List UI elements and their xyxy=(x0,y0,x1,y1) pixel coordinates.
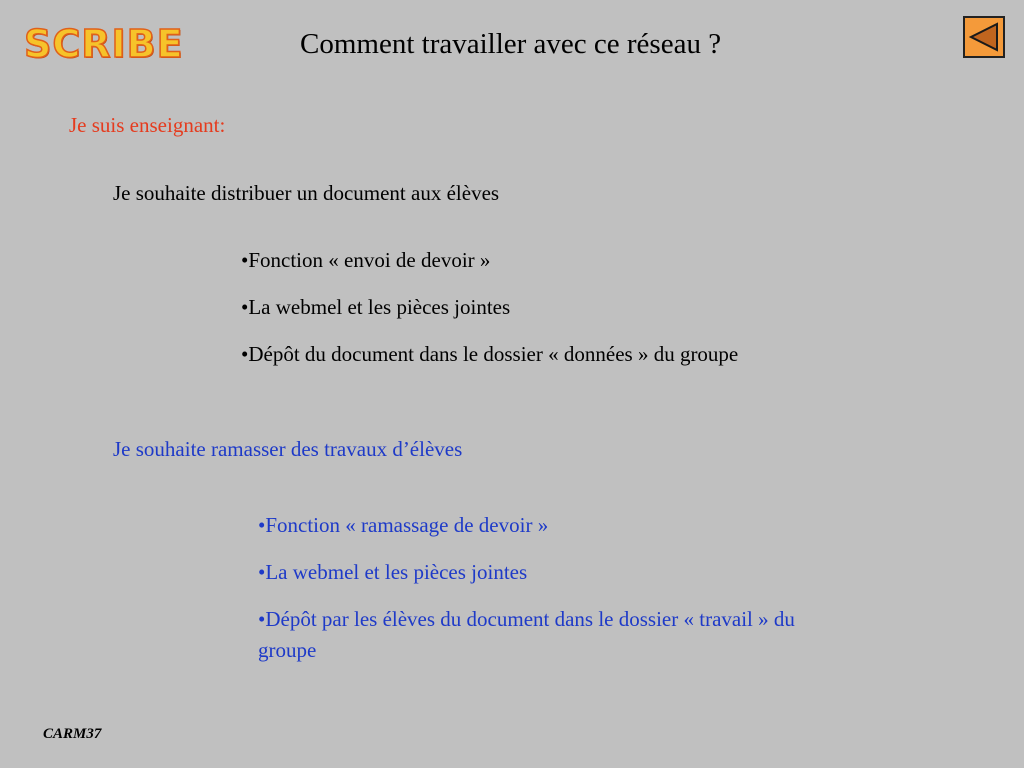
list-item: •Dépôt du document dans le dossier « données » du groupe xyxy=(241,342,739,366)
slide-title: Comment travailler avec ce réseau ? xyxy=(300,28,722,60)
list-item: •Fonction « envoi de devoir » xyxy=(241,248,491,272)
collect-options-list xyxy=(258,510,798,682)
back-button[interactable] xyxy=(963,16,1005,58)
list-item: •La webmel et les pièces jointes xyxy=(241,295,511,319)
list-item: •Dépôt par les élèves du document dans le dossier « travail » du groupe xyxy=(258,607,795,662)
triangle-left-icon xyxy=(965,18,1003,56)
section-collect-title: Je souhaite ramasser des travaux d’élèves xyxy=(113,437,463,461)
list-item: •Fonction « ramassage de devoir » xyxy=(258,513,549,537)
scribe-logo: SCRIBE xyxy=(24,22,184,66)
teacher-heading: Je suis enseignant: xyxy=(69,113,226,137)
distribute-options-list xyxy=(241,245,801,386)
section-distribute-title: Je souhaite distribuer un document aux élèves xyxy=(113,181,500,205)
footer-label: CARM37 xyxy=(43,726,102,742)
list-item: •La webmel et les pièces jointes xyxy=(258,560,528,584)
